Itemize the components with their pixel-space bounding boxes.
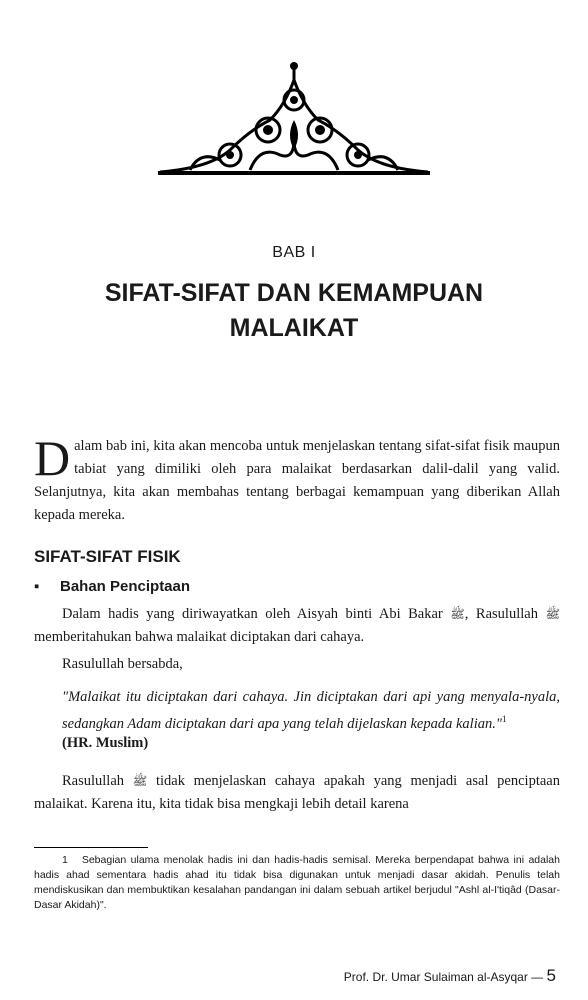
- subsection-heading-text: Bahan Penciptaan: [60, 578, 191, 595]
- hadith-source: (HR. Muslim): [62, 735, 149, 751]
- chapter-title: [0, 276, 588, 346]
- paragraph-1-text-b: , Rasulullah: [464, 606, 546, 622]
- paragraph-1-text-a: Dalam hadis yang diriwayatkan oleh Aisyah binti Abi Bakar: [62, 606, 451, 622]
- hadith-quote: [62, 686, 560, 735]
- chapter-label: BAB I: [272, 244, 316, 261]
- footer-author: Prof. Dr. Umar Sulaiman al-Asyqar —: [343, 970, 547, 984]
- chapter-title-line2: MALAIKAT: [229, 314, 359, 342]
- intro-text: alam bab ini, kita akan mencoba untuk menjelaskan tentang sifat-sifat fisik maupun tabiat yang dimiliki oleh para malaikat berdasarkan dalil-dalil yang valid. Selanjutnya, kita akan membahas tentang berbagai kemampuan yang diberikan Allah kepada mereka.: [34, 438, 560, 523]
- paragraph-3-text-a: Rasulullah: [62, 773, 133, 789]
- chapter-title-line1: SIFAT-SIFAT DAN KEMAMPUAN: [104, 279, 484, 307]
- salawat-icon: ﷺ: [545, 607, 560, 621]
- paragraph-2: Rasulullah bersabda,: [62, 656, 183, 672]
- salawat-icon: ﷺ: [132, 774, 148, 788]
- paragraph-3: [34, 770, 560, 816]
- footnote-text: Sebagian ulama menolak hadis ini dan hadis-hadis semisal. Mereka berpendapat bahwa ini adalah hadis ahad sementara hadis ahad itu tidak bisa digunakan untuk menjadi dasar akidah. Penulis telah mendiskusikan dan membuktikan kesalahan pandangan ini dalam sebuah artikel berjudul "Ashl al-I'tiqâd (Dasar-Dasar Akidah)".: [34, 854, 560, 911]
- bullet-icon: ▪: [34, 578, 40, 595]
- paragraph-3-text-b: tidak menjelaskan cahaya apakah yang menjadi asal penciptaan malaikat. Karena itu, kita tidak bisa mengkaji lebih detail karena: [34, 773, 560, 812]
- arabesque-ornament-icon: [150, 60, 438, 180]
- footnote-ref[interactable]: 1: [501, 714, 507, 724]
- quote-text: "Malaikat itu diciptakan dari cahaya. Jin diciptakan dari api yang menyala-nyala, sedangkan Adam diciptakan dari apa yang telah dijelaskan kepada kalian.": [62, 689, 560, 732]
- intro-paragraph: [34, 430, 560, 527]
- subsection-heading: [34, 578, 190, 595]
- honorific-icon: ﷺ: [450, 607, 465, 621]
- paragraph-1-text-c: memberitahukan bahwa malaikat diciptakan dari cahaya.: [34, 629, 365, 645]
- footnote: [34, 853, 560, 913]
- paragraph-1: [34, 603, 560, 649]
- drop-cap: D: [34, 430, 71, 486]
- page-number: 5: [546, 966, 556, 985]
- page-footer: [344, 966, 556, 986]
- footnote-divider: [34, 847, 148, 848]
- section-heading: SIFAT-SIFAT FISIK: [34, 547, 181, 566]
- footnote-number: 1: [62, 854, 68, 866]
